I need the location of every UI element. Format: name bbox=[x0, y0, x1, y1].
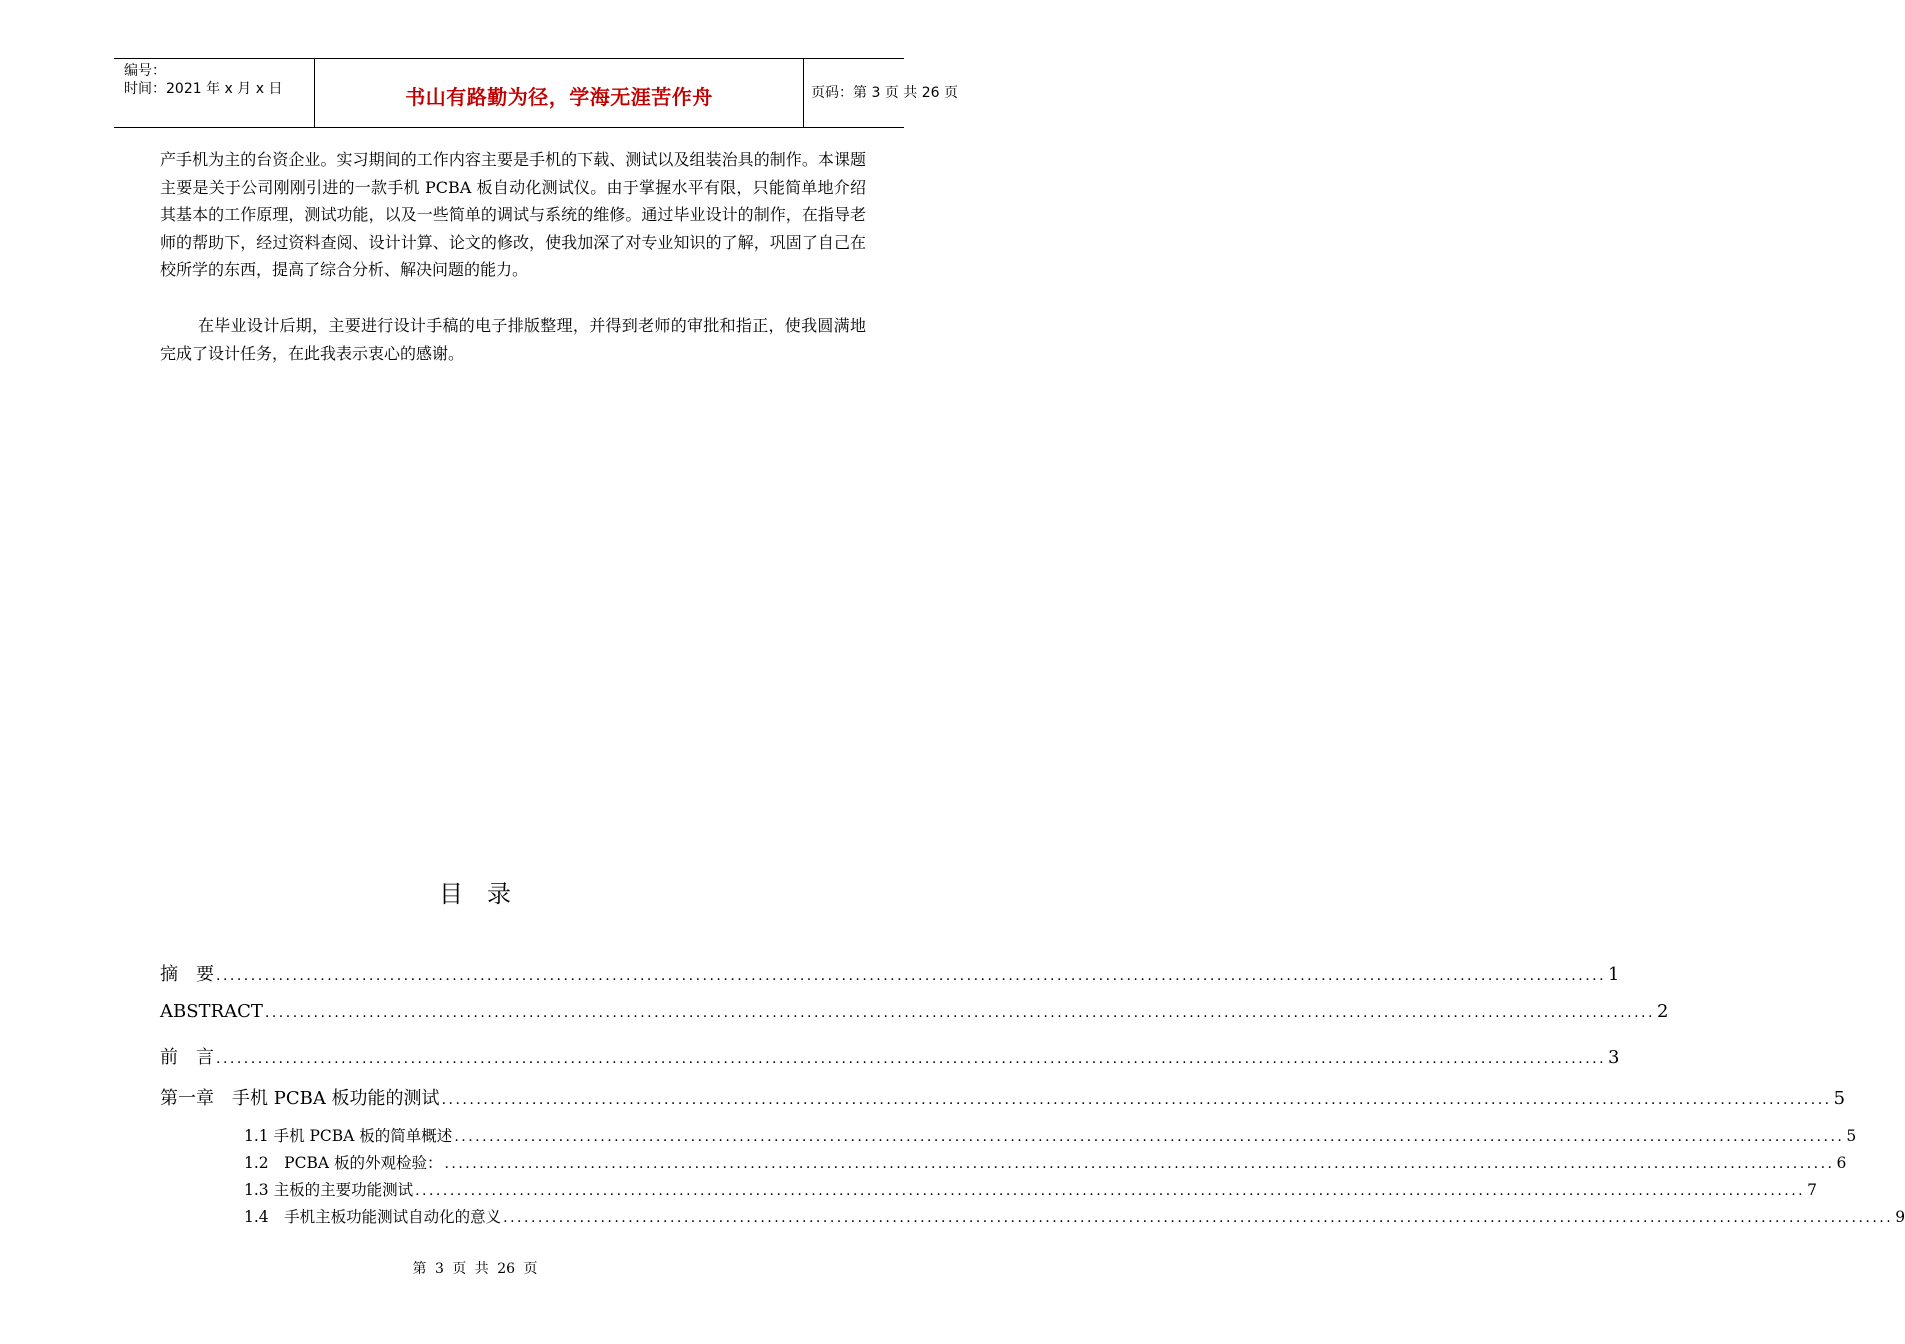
body-paragraph-1: 产手机为主的台资企业。实习期间的工作内容主要是手机的下载、测试以及组装治具的制作。本课题主要是关于公司刚刚引进的一款手机 PCBA 板自动化测试仪。由于掌握水平有限，只能简单地介绍其基本的工作原理，测试功能，以及一些简单的调试与系统的维修。通过毕业设计的制作，在指导老师的帮助下，经过资料查阅、设计计算、论文的修改，使我加深了对专业知识的了解，巩固了自己在校所学的东西，提高了综合分析、解决问题的能力。 bbox=[160, 150, 866, 279]
body-paragraph-2: 在毕业设计后期，主要进行设计手稿的电子排版整理，并得到老师的审批和指正，使我圆满地完成了设计任务，在此我表示衷心的感谢。 bbox=[160, 316, 866, 363]
toc-title: 目录 bbox=[439, 880, 535, 908]
toc-leader-dots: ........................................................................................................................................................................................................ bbox=[264, 1005, 1655, 1021]
toc-entry-page: 2 bbox=[1656, 1001, 1669, 1022]
toc-subentry[interactable] bbox=[244, 1151, 1847, 1173]
toc-entry-page: 6 bbox=[1836, 1154, 1847, 1172]
toc-subentry[interactable] bbox=[244, 1178, 1817, 1200]
header-center-cell bbox=[314, 59, 804, 127]
toc-leader-dots: ........................................................................................................................................................................................................ bbox=[216, 1051, 1607, 1067]
toc-entry-page: 1 bbox=[1608, 964, 1620, 985]
toc-leader-dots: ........................................................................................................................................................................................................ bbox=[216, 968, 1607, 984]
toc-leader-dots: ........................................................................................................................................................................................................ bbox=[415, 1183, 1806, 1199]
toc-subentry[interactable] bbox=[244, 1205, 1905, 1227]
toc-entry-page: 3 bbox=[1608, 1047, 1620, 1068]
document-time-label: 时间：2021 年 x 月 x 日 bbox=[124, 81, 283, 97]
toc-leader-dots: ........................................................................................................................................................................................................ bbox=[503, 1210, 1894, 1226]
toc-entry[interactable] bbox=[160, 1001, 1669, 1022]
header-left-cell bbox=[114, 59, 314, 127]
toc-entry-label: 1.2 PCBA 板的外观检验： bbox=[244, 1154, 443, 1172]
page-footer: 第 3 页 共 26 页 bbox=[412, 1261, 538, 1277]
toc-entry-label: 摘 要 bbox=[160, 964, 214, 985]
toc-entry-label: 1.3 主板的主要功能测试 bbox=[244, 1181, 414, 1199]
toc-leader-dots: ........................................................................................................................................................................................................ bbox=[441, 1092, 1832, 1108]
toc-entry-page: 7 bbox=[1807, 1181, 1817, 1199]
header-page-label: 页码：第 3 页 共 26 页 bbox=[811, 85, 958, 101]
toc-subentry[interactable] bbox=[244, 1124, 1857, 1146]
document-number-label: 编号： bbox=[124, 63, 166, 79]
toc-entry[interactable] bbox=[160, 1084, 1846, 1110]
toc-entry[interactable] bbox=[160, 1043, 1620, 1069]
toc-entry-label: 前 言 bbox=[160, 1047, 214, 1068]
toc-leader-dots: ........................................................................................................................................................................................................ bbox=[444, 1156, 1835, 1172]
toc-entry-label: 第一章 手机 PCBA 板功能的测试 bbox=[160, 1088, 440, 1109]
toc-leader-dots: ........................................................................................................................................................................................................ bbox=[454, 1129, 1845, 1145]
toc-entry-page: 5 bbox=[1846, 1127, 1857, 1145]
header-right-cell bbox=[803, 59, 958, 127]
toc-entry-label: ABSTRACT bbox=[160, 1001, 263, 1022]
header-motto: 书山有路勤为径，学海无涯苦作舟 bbox=[405, 85, 713, 109]
page-header bbox=[114, 58, 958, 128]
toc-entry-page: 5 bbox=[1833, 1088, 1846, 1109]
toc-entry[interactable] bbox=[160, 960, 1620, 986]
toc-entry-label: 1.1 手机 PCBA 板的简单概述 bbox=[244, 1127, 453, 1145]
toc-entry-label: 1.4 手机主板功能测试自动化的意义 bbox=[244, 1208, 502, 1226]
toc-entry-page: 9 bbox=[1895, 1208, 1905, 1226]
